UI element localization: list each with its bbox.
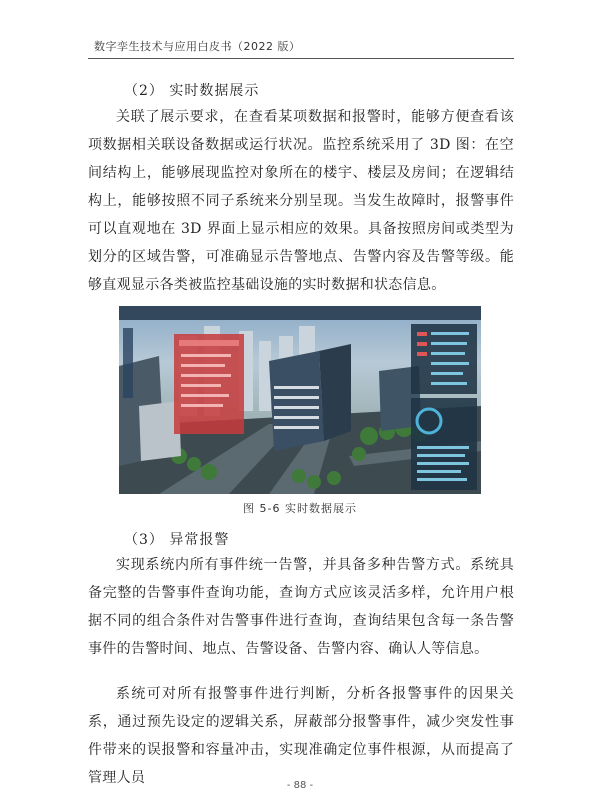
paragraph-text: 系统可对所有报警事件进行判断，分析各报警事件的因果关系，通过预先设定的逻辑关系，屏蔽部分报警事件，减少突发性事件带来的误报警和容量冲击，实现准确定位事件根源，从而提高了管理人员 xyxy=(88,686,514,786)
section-heading-abnormal-alarm: （3） 异常报警 xyxy=(124,532,230,548)
figure-caption: 图 5-6 实时数据展示 xyxy=(243,502,357,515)
tower-central-side xyxy=(319,344,351,441)
dashboard-illustration xyxy=(119,306,481,494)
paragraph-alarm-1 xyxy=(88,551,514,663)
paragraph-alarm-2 xyxy=(88,680,514,792)
left-toolbar xyxy=(123,328,133,398)
paragraph-text: 关联了展示要求，在查看某项数据和报警时，能够方便查看该项数据相关联设备数据或运行状况。监控系统采用了 3D 图：在空间结构上，能够展现监控对象所在的楼宇、楼层及房间；在逻辑结构上，能够按照不同子系统来分别呈现。当发生故障时，报警事件可以直观地在 3D 界面上显示相应的效果。具备按照房间或类型为划分的区域告警，可准确显示告警地点、告警内容及告警等级。能够直观显示各类被监控基础设施的实时数据和状态信息。 xyxy=(88,109,514,293)
section-heading-realtime-data: （2） 实时数据展示 xyxy=(124,83,260,99)
page-header: 数字孪生技术与应用白皮书（2022 版） xyxy=(94,40,301,53)
top-bar xyxy=(119,306,481,320)
paragraph-text: 实现系统内所有事件统一告警，并具备多种告警方式。系统具备完整的告警事件查询功能，查询方式应该灵活多样，允许用户根据不同的组合条件对告警事件进行查询，查询结果包含每一条告警事件的告警时间、地点、告警设备、告警内容、确认人等信息。 xyxy=(88,557,514,657)
tower-central xyxy=(269,351,324,451)
figure-3d-dashboard xyxy=(119,306,481,494)
paragraph-realtime-data xyxy=(88,103,514,299)
alarm-panel-title xyxy=(179,340,239,346)
header-divider xyxy=(88,58,514,59)
page-number: - 88 - xyxy=(286,780,314,791)
info-panel-alerts xyxy=(417,332,427,356)
